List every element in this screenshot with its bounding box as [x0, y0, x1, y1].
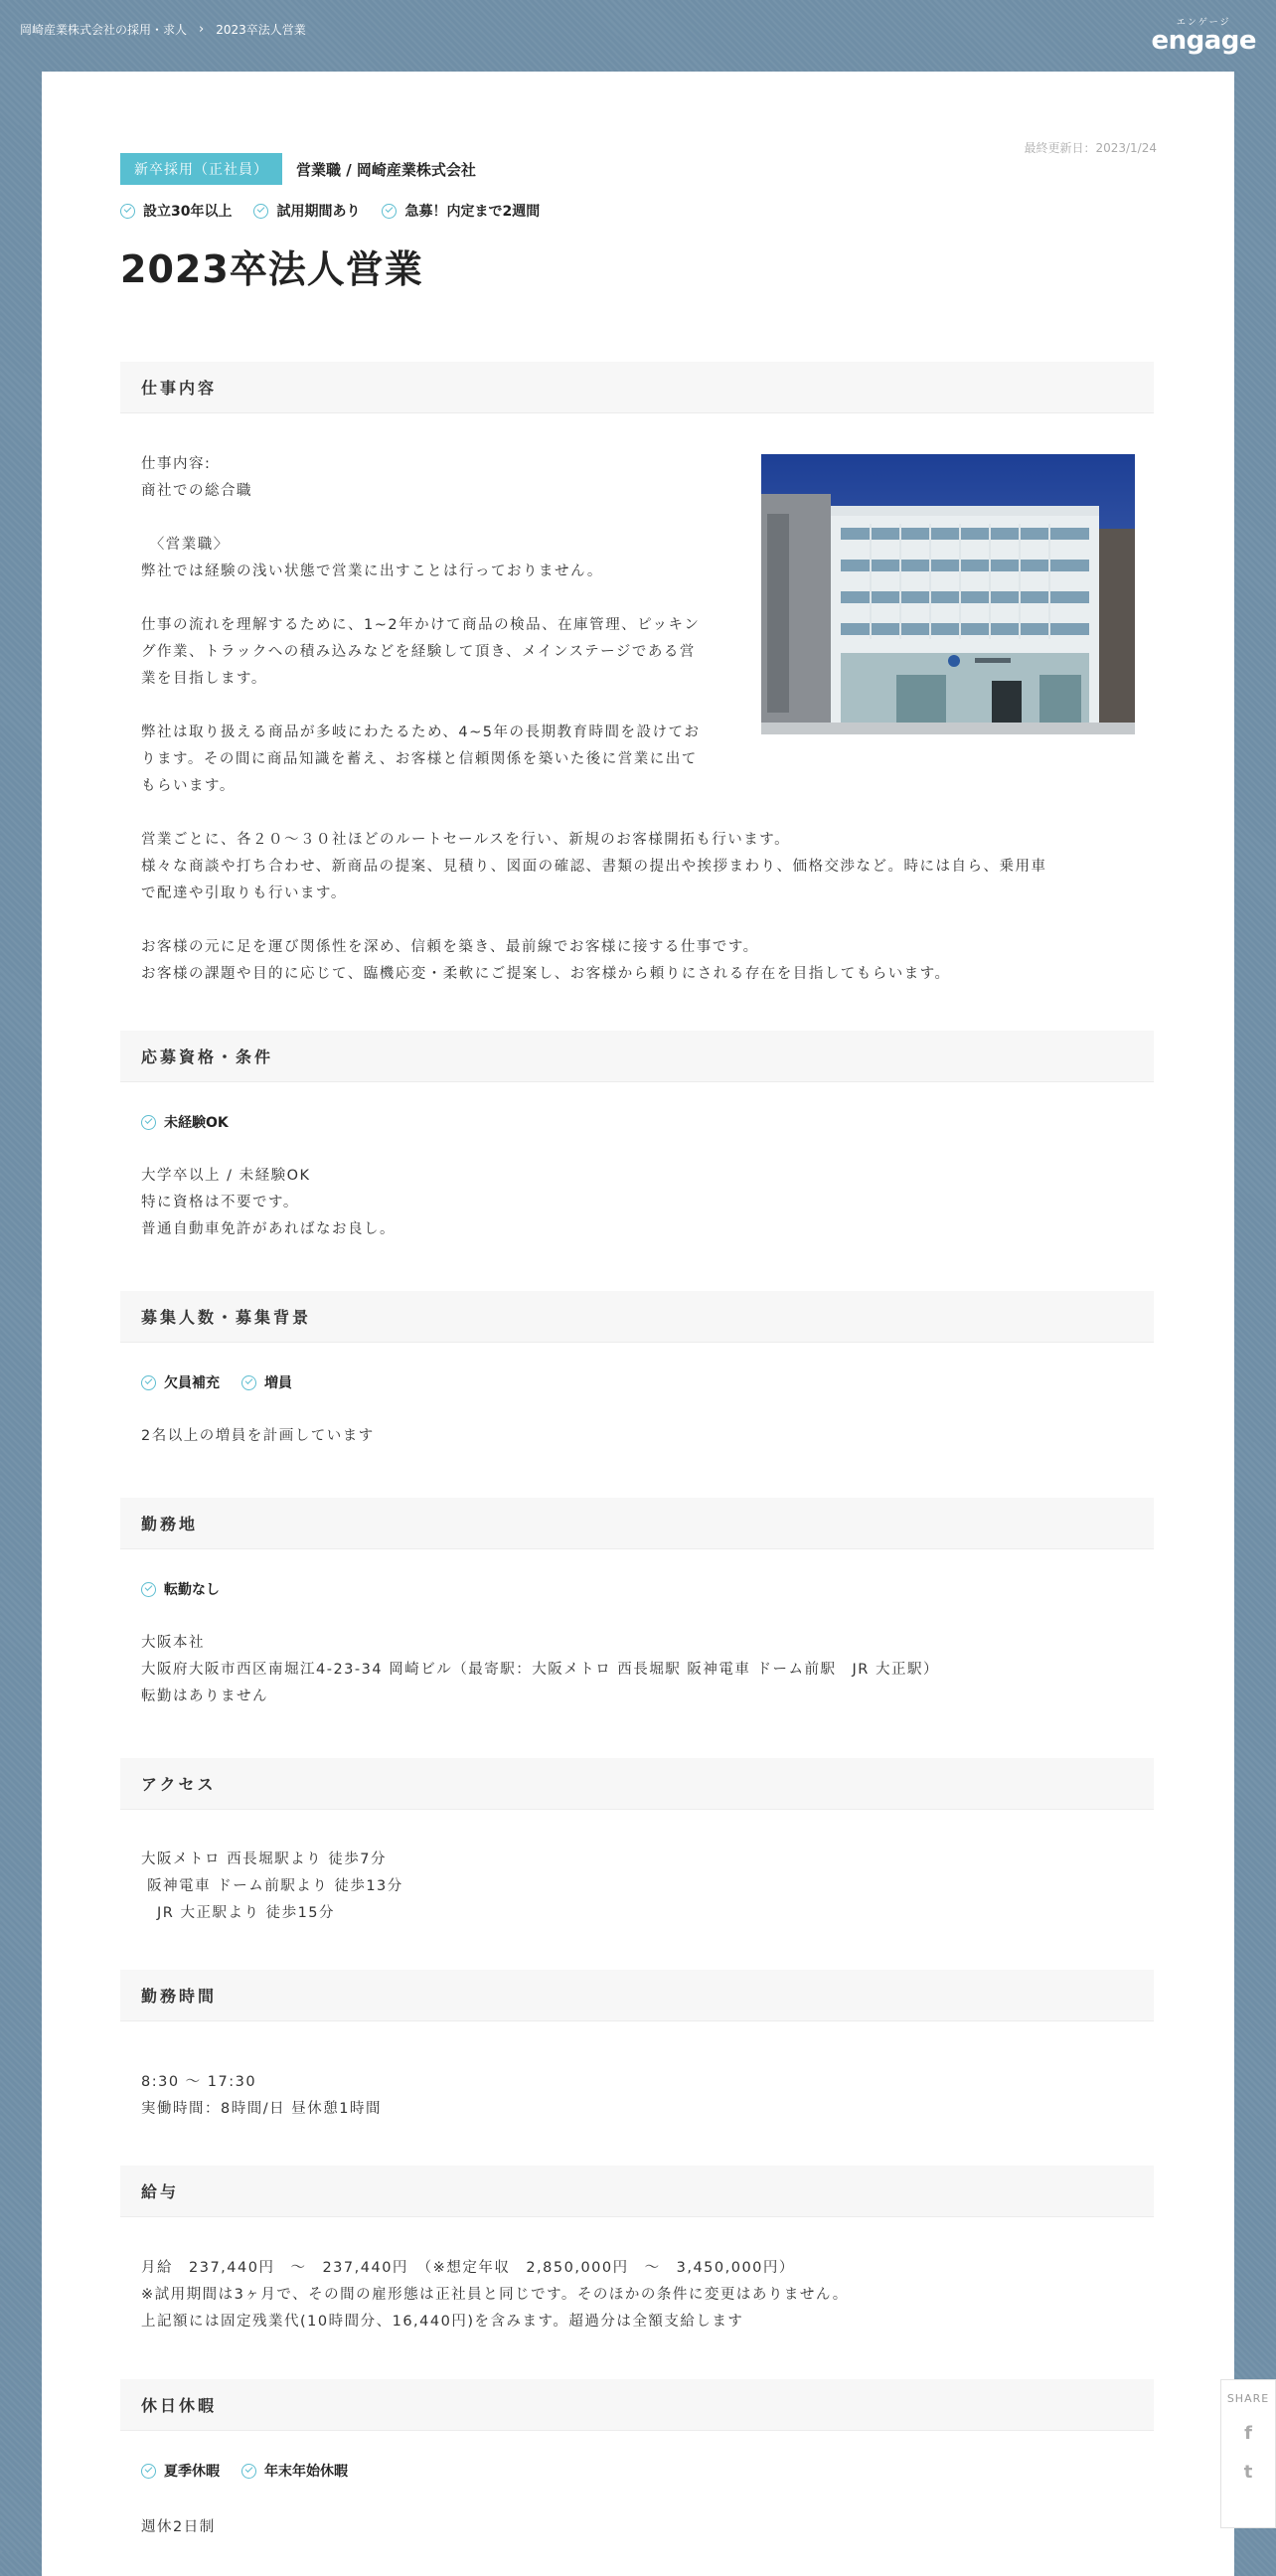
text-line: 営業ごとに、各２０～３０社ほどのルートセールスを行い、新規のお客様開拓も行います。 — [141, 832, 791, 848]
top-bar — [0, 0, 1276, 62]
hours-text — [141, 2069, 382, 2123]
tag-item — [141, 2461, 220, 2481]
requirements-tags — [141, 1112, 250, 1132]
section-heading: 仕事内容 — [120, 362, 1154, 413]
feature-item — [253, 201, 360, 221]
holiday-tags — [141, 2461, 370, 2481]
text-line: 2名以上の増員を計画しています — [141, 1428, 375, 1444]
text-line: 〈営業職〉 — [141, 537, 230, 553]
check-circle-icon — [382, 204, 397, 219]
requirements-text — [141, 1163, 396, 1243]
section-access — [120, 1758, 1154, 1810]
tag-item — [141, 1579, 220, 1599]
check-circle-icon — [141, 1375, 156, 1390]
tag-label: 欠員補充 — [164, 1375, 220, 1391]
feature-item — [120, 201, 232, 221]
office-building-photo — [761, 454, 1135, 734]
job-title: 2023卒法人営業 — [120, 247, 423, 291]
access-text — [141, 1847, 403, 1927]
text-line: 大阪府大阪市西区南堀江4-23-34 岡崎ビル（最寄駅：大阪メトロ 西長堀駅 阪神電車 ドーム前駅 JR 大正駅） — [141, 1662, 939, 1678]
check-circle-icon — [141, 2464, 156, 2479]
text-line: 阪神電車 ドーム前駅より 徒歩13分 — [141, 1878, 403, 1894]
section-heading: 勤務地 — [120, 1498, 1154, 1549]
section-requirements — [120, 1031, 1154, 1082]
text-line: 転勤はありません — [141, 1689, 268, 1704]
job-features — [120, 201, 561, 221]
tag-label: 増員 — [264, 1375, 292, 1391]
text-line: 大学卒以上 / 未経験OK — [141, 1168, 311, 1184]
share-label: SHARE — [1226, 2392, 1270, 2405]
section-heading: 給与 — [120, 2166, 1154, 2217]
section-work — [120, 362, 1154, 413]
text-line: もらいます。 — [141, 778, 236, 794]
text-line: ります。その間に商品知識を蓄え、お客様と信頼関係を築いた後に営業に出て — [141, 751, 698, 767]
text-line: で配達や引取りも行います。 — [141, 886, 347, 901]
check-circle-icon — [120, 204, 135, 219]
section-heading: 応募資格・条件 — [120, 1031, 1154, 1082]
text-line: 弊社は取り扱える商品が多岐にわたるため、4~5年の長期教育時間を設けてお — [141, 724, 701, 740]
tag-label: 未経験OK — [164, 1115, 229, 1131]
headcount-tags — [141, 1372, 314, 1392]
twitter-icon[interactable]: t — [1243, 2462, 1253, 2483]
section-heading: アクセス — [120, 1758, 1154, 1810]
text-line: グ作業、トラックへの積み込みなどを経験して頂き、メインステージである営 — [141, 644, 696, 660]
text-line: お客様の元に足を運び関係性を深め、信頼を築き、最前線でお客様に接する仕事です。 — [141, 939, 759, 955]
chevron-right-icon: › — [199, 22, 205, 37]
section-salary — [120, 2166, 1154, 2217]
holidays-text — [141, 2514, 216, 2541]
tag-label: 転勤なし — [164, 1582, 220, 1598]
check-circle-icon — [253, 204, 268, 219]
tag-item — [141, 1372, 220, 1392]
section-holidays — [120, 2379, 1154, 2431]
feature-label: 急募！内定まで2週間 — [404, 204, 541, 220]
section-location — [120, 1498, 1154, 1549]
section-heading: 募集人数・募集背景 — [120, 1291, 1154, 1343]
tag-item — [141, 1112, 229, 1132]
tag-item — [241, 1372, 292, 1392]
tag-label: 年末年始休暇 — [264, 2464, 348, 2480]
text-line — [141, 907, 1047, 934]
text-line: 上記額には固定残業代(10時間分、16,440円)を含みます。超過分は全額支給します — [141, 2314, 744, 2330]
text-line: 仕事の流れを理解するために、1~2年かけて商品の検品、在庫管理、ピッキン — [141, 617, 701, 633]
feature-label: 試用期間あり — [276, 204, 361, 220]
logo-word: engage — [1151, 26, 1256, 56]
logo-kana: エンゲージ — [1176, 18, 1231, 28]
text-line: お客様の課題や目的に応じて、臨機応変・柔軟にご提案し、お客様から頼りにされる存在を目指してもらいます。 — [141, 966, 951, 982]
location-text — [141, 1630, 939, 1710]
section-heading: 勤務時間 — [120, 1970, 1154, 2021]
breadcrumb — [20, 21, 306, 38]
text-line: 月給 237,440円 ～ 237,440円 （※想定年収 2,850,000円 ～ 3,450,000円） — [141, 2260, 795, 2276]
text-line: 商社での総合職 — [141, 483, 252, 499]
last-updated: 最終更新日：2023/1/24 — [1024, 141, 1157, 155]
section-hours — [120, 1970, 1154, 2021]
check-circle-icon — [141, 1115, 156, 1130]
job-tag-row — [120, 153, 476, 185]
text-line: 普通自動車免許があればなお良し。 — [141, 1221, 396, 1237]
share-panel — [1220, 2379, 1276, 2528]
headcount-text — [141, 1423, 375, 1450]
location-tags — [141, 1579, 241, 1599]
text-line: 仕事内容: — [141, 456, 212, 472]
text-line: 8:30 ～ 17:30 — [141, 2074, 257, 2090]
text-line: 実働時間：8時間/日 昼休憩1時間 — [141, 2101, 382, 2117]
text-line — [141, 800, 1047, 827]
text-line: 大阪メトロ 西長堀駅より 徒歩7分 — [141, 1852, 387, 1867]
check-circle-icon — [241, 2464, 256, 2479]
breadcrumb-current: 2023卒法人営業 — [216, 23, 306, 37]
salary-text — [141, 2255, 849, 2335]
text-line: ※試用期間は3ヶ月で、その間の雇形態は正社員と同じです。そのほかの条件に変更はありません。 — [141, 2287, 849, 2303]
company-role: 営業職 / 岡崎産業株式会社 — [296, 160, 476, 179]
job-card — [42, 72, 1234, 2576]
check-circle-icon — [241, 1375, 256, 1390]
text-line: 弊社では経験の浅い状態で営業に出すことは行っておりません。 — [141, 564, 603, 579]
breadcrumb-company-link[interactable]: 岡崎産業株式会社の採用・求人 — [20, 23, 188, 37]
feature-item — [382, 201, 540, 221]
engage-logo[interactable] — [1151, 18, 1256, 54]
tag-item — [241, 2461, 348, 2481]
text-line: 週休2日制 — [141, 2519, 216, 2535]
check-circle-icon — [141, 1582, 156, 1597]
text-line: 特に資格は不要です。 — [141, 1195, 299, 1210]
facebook-icon[interactable]: f — [1244, 2423, 1252, 2444]
text-line: JR 大正駅より 徒歩15分 — [141, 1905, 336, 1921]
text-line: 業を目指します。 — [141, 671, 267, 687]
section-heading: 休日休暇 — [120, 2379, 1154, 2431]
feature-label: 設立30年以上 — [143, 204, 233, 220]
text-line: 様々な商談や打ち合わせ、新商品の提案、見積り、図面の確認、書類の提出や挨拶まわり、価格交渉など。時には自ら、乗用車 — [141, 859, 1047, 875]
text-line: 大阪本社 — [141, 1635, 205, 1651]
section-headcount — [120, 1291, 1154, 1343]
tag-label: 夏季休暇 — [164, 2464, 220, 2480]
employment-type-badge: 新卒採用（正社員） — [120, 153, 282, 185]
